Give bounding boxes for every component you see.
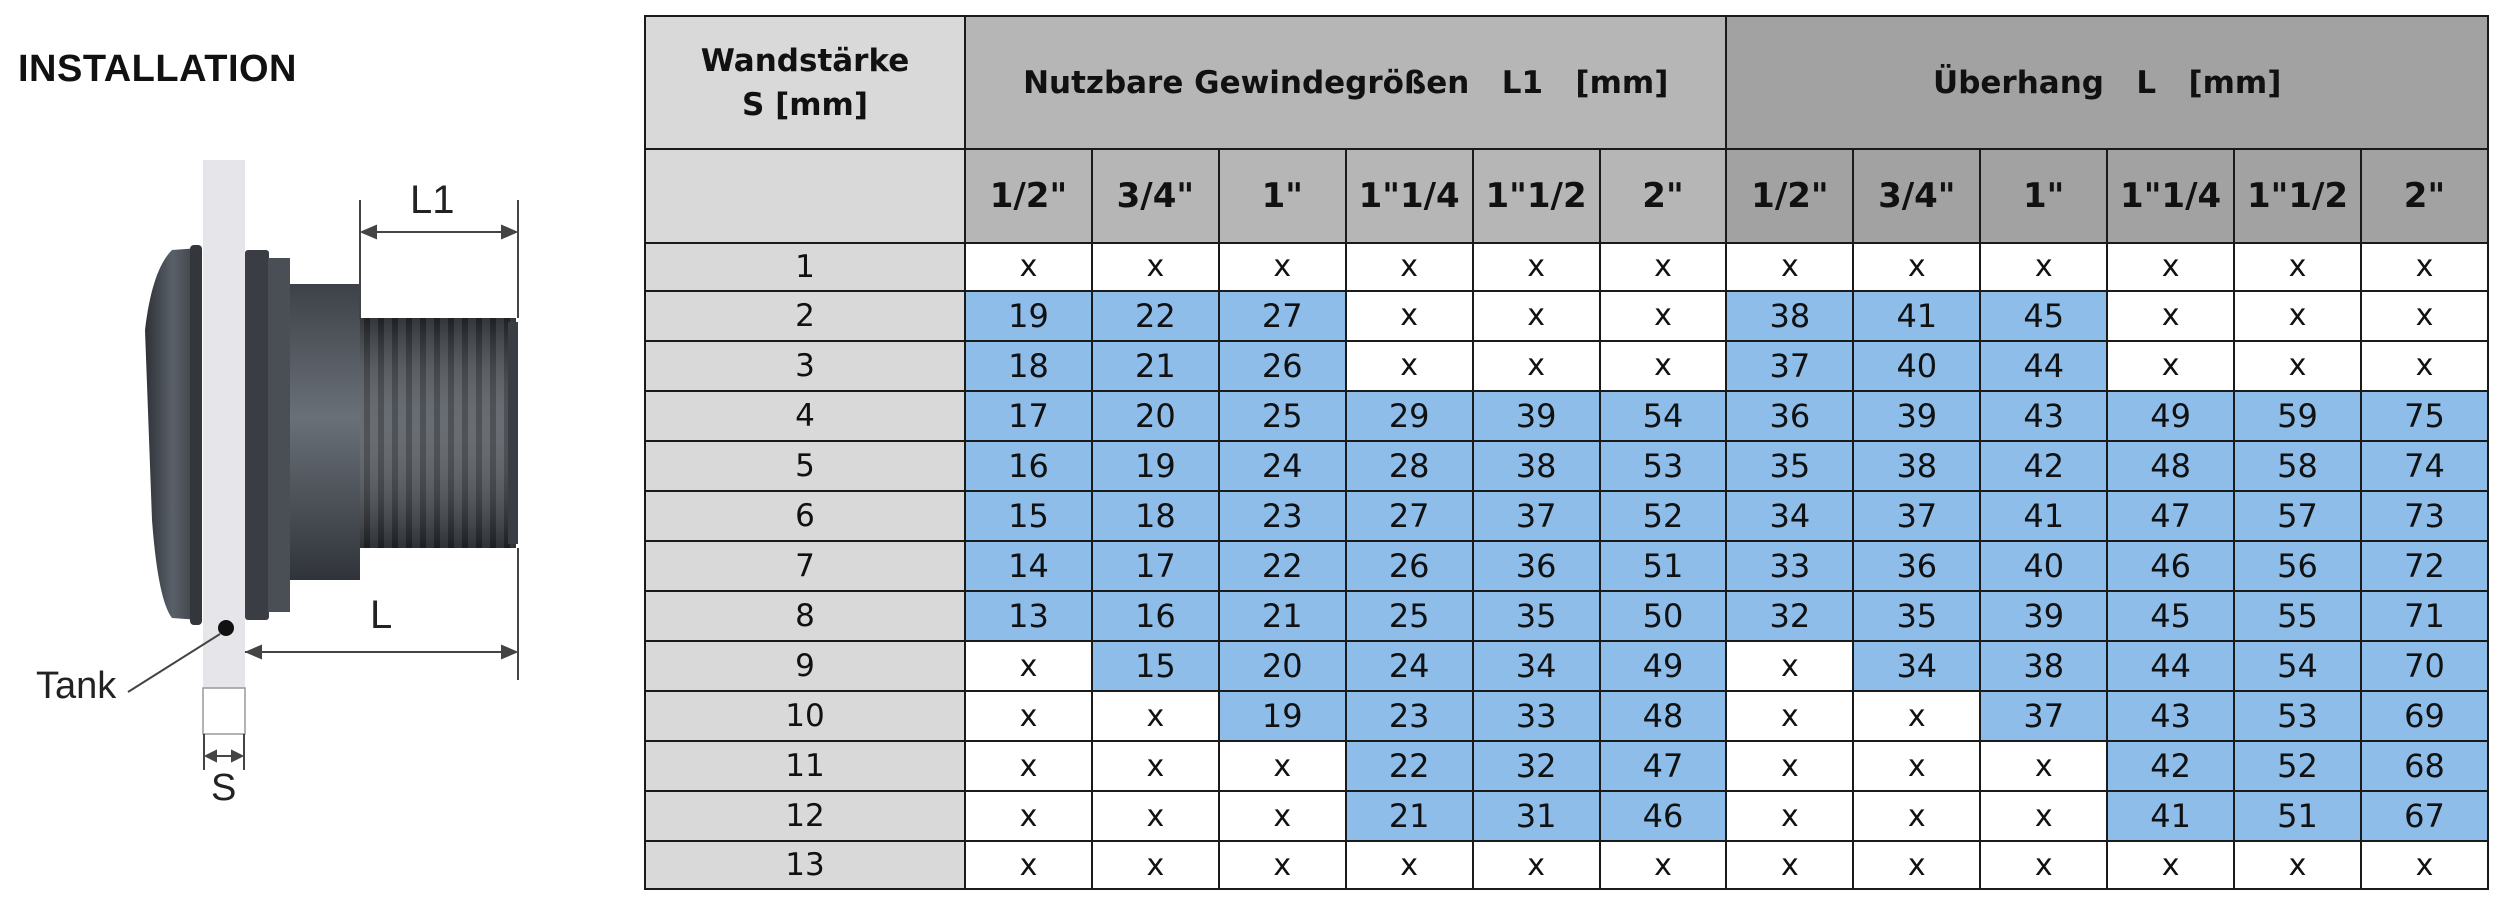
overhang-cell: 72: [2361, 541, 2488, 591]
thread-length-cell: 25: [1219, 391, 1346, 441]
thread-length-cell: x: [1092, 791, 1219, 841]
overhang-cell: 56: [2234, 541, 2361, 591]
overhang-cell: 45: [2107, 591, 2234, 641]
thread-length-cell: 17: [1092, 541, 1219, 591]
table-row: [645, 691, 2488, 741]
thread-length-cell: x: [1600, 243, 1727, 291]
thread-length-cell: 14: [965, 541, 1092, 591]
size-header-l: 1"1/2: [2234, 149, 2361, 243]
thread-length-cell: 15: [1092, 641, 1219, 691]
overhang-cell: x: [2107, 291, 2234, 341]
thread-length-cell: 21: [1219, 591, 1346, 641]
overhang-cell: 42: [1980, 441, 2107, 491]
wall-thickness-cell: 10: [645, 691, 965, 741]
installation-diagram: [0, 0, 640, 901]
overhang-cell: 73: [2361, 491, 2488, 541]
overhang-cell: x: [1726, 691, 1853, 741]
thread-length-cell: 20: [1092, 391, 1219, 441]
overhang-cell: 70: [2361, 641, 2488, 691]
overhang-cell: 71: [2361, 591, 2488, 641]
size-header-l1: 1/2": [965, 149, 1092, 243]
overhang-cell: 55: [2234, 591, 2361, 641]
spec-table: [644, 15, 2489, 890]
thread-length-cell: 17: [965, 391, 1092, 441]
overhang-cell: x: [1853, 841, 1980, 889]
thread-length-cell: 18: [1092, 491, 1219, 541]
fitting-nut: [245, 250, 360, 620]
thread-length-cell: x: [1219, 791, 1346, 841]
dimension-s: [204, 734, 244, 770]
thread-length-cell: 33: [1473, 691, 1600, 741]
thread-length-cell: 28: [1346, 441, 1473, 491]
table-row: [645, 491, 2488, 541]
overhang-cell: x: [1980, 741, 2107, 791]
thread-length-cell: x: [1219, 741, 1346, 791]
thread-length-cell: 16: [965, 441, 1092, 491]
thread-length-cell: 38: [1473, 441, 1600, 491]
overhang-cell: 37: [1853, 491, 1980, 541]
overhang-header: Überhang L [mm]: [1726, 16, 2488, 149]
overhang-cell: x: [1853, 691, 1980, 741]
overhang-cell: x: [2107, 341, 2234, 391]
overhang-cell: 37: [1980, 691, 2107, 741]
thread-length-cell: 52: [1600, 491, 1727, 541]
overhang-cell: 34: [1726, 491, 1853, 541]
wall-thickness-cell: 13: [645, 841, 965, 889]
thread-length-cell: 27: [1219, 291, 1346, 341]
thread-length-cell: x: [1600, 341, 1727, 391]
table-row: [645, 341, 2488, 391]
tank-wall-lower: [203, 688, 245, 734]
tank-callout-dot: [218, 620, 234, 636]
overhang-cell: 41: [2107, 791, 2234, 841]
overhang-cell: 40: [1853, 341, 1980, 391]
thread-length-cell: 24: [1346, 641, 1473, 691]
fitting-front-flange: [145, 245, 202, 625]
label-tank: Tank: [36, 665, 117, 707]
size-header-empty: [645, 149, 965, 243]
thread-length-cell: x: [1346, 341, 1473, 391]
overhang-cell: x: [1726, 243, 1853, 291]
overhang-cell: x: [1726, 641, 1853, 691]
thread-length-cell: 13: [965, 591, 1092, 641]
thread-length-cell: x: [1092, 841, 1219, 889]
overhang-cell: x: [1853, 243, 1980, 291]
overhang-cell: 34: [1853, 641, 1980, 691]
overhang-cell: 49: [2107, 391, 2234, 441]
table-row: [645, 591, 2488, 641]
size-header-l: 1/2": [1726, 149, 1853, 243]
label-l1: L1: [410, 178, 455, 222]
thread-length-cell: 21: [1092, 341, 1219, 391]
table-row: [645, 291, 2488, 341]
overhang-cell: x: [2234, 841, 2361, 889]
label-l: L: [370, 593, 393, 637]
overhang-cell: x: [2234, 243, 2361, 291]
thread-length-cell: 19: [1219, 691, 1346, 741]
table-row: [645, 391, 2488, 441]
thread-length-cell: 36: [1473, 541, 1600, 591]
overhang-cell: 38: [1853, 441, 1980, 491]
wall-thickness-cell: 12: [645, 791, 965, 841]
table-row: [645, 841, 2488, 889]
overhang-cell: 44: [2107, 641, 2234, 691]
thread-length-cell: x: [1092, 691, 1219, 741]
thread-length-cell: 27: [1346, 491, 1473, 541]
overhang-cell: 53: [2234, 691, 2361, 741]
header-row-groups: [645, 16, 2488, 149]
thread-length-cell: 19: [965, 291, 1092, 341]
table-row: [645, 541, 2488, 591]
overhang-cell: x: [2361, 341, 2488, 391]
thread-length-cell: 18: [965, 341, 1092, 391]
overhang-cell: x: [1980, 841, 2107, 889]
overhang-cell: 35: [1726, 441, 1853, 491]
thread-length-cell: 39: [1473, 391, 1600, 441]
thread-length-cell: 26: [1346, 541, 1473, 591]
overhang-cell: 35: [1853, 591, 1980, 641]
overhang-cell: 68: [2361, 741, 2488, 791]
overhang-cell: 38: [1980, 641, 2107, 691]
thread-length-cell: 23: [1219, 491, 1346, 541]
table-row: [645, 741, 2488, 791]
thread-length-cell: 22: [1346, 741, 1473, 791]
overhang-cell: 59: [2234, 391, 2361, 441]
overhang-cell: 48: [2107, 441, 2234, 491]
wall-thickness-cell: 5: [645, 441, 965, 491]
size-header-l1: 1"1/4: [1346, 149, 1473, 243]
table-row: [645, 641, 2488, 691]
overhang-cell: 45: [1980, 291, 2107, 341]
thread-length-cell: x: [1473, 291, 1600, 341]
overhang-cell: 58: [2234, 441, 2361, 491]
thread-length-cell: x: [1600, 291, 1727, 341]
overhang-cell: 40: [1980, 541, 2107, 591]
overhang-cell: 43: [1980, 391, 2107, 441]
overhang-cell: x: [1853, 741, 1980, 791]
wall-thickness-cell: 3: [645, 341, 965, 391]
thread-length-cell: 25: [1346, 591, 1473, 641]
wall-thickness-cell: 2: [645, 291, 965, 341]
thread-length-cell: x: [1219, 841, 1346, 889]
thread-length-cell: x: [1219, 243, 1346, 291]
thread-length-cell: 22: [1092, 291, 1219, 341]
thread-length-cell: x: [1473, 243, 1600, 291]
size-header-l1: 2": [1600, 149, 1727, 243]
overhang-cell: 54: [2234, 641, 2361, 691]
wall-thickness-cell: 11: [645, 741, 965, 791]
thread-length-cell: 23: [1346, 691, 1473, 741]
table-row: [645, 791, 2488, 841]
overhang-cell: x: [2361, 243, 2488, 291]
thread-length-cell: x: [1092, 243, 1219, 291]
thread-length-cell: x: [965, 243, 1092, 291]
thread-length-cell: 47: [1600, 741, 1727, 791]
thread-length-cell: 19: [1092, 441, 1219, 491]
size-header-l1: 1": [1219, 149, 1346, 243]
overhang-cell: x: [2107, 841, 2234, 889]
thread-length-cell: 29: [1346, 391, 1473, 441]
thread-length-cell: 37: [1473, 491, 1600, 541]
overhang-cell: 33: [1726, 541, 1853, 591]
size-header-l1: 1"1/2: [1473, 149, 1600, 243]
thread-length-cell: x: [1346, 291, 1473, 341]
overhang-cell: 51: [2234, 791, 2361, 841]
thread-length-cell: 15: [965, 491, 1092, 541]
wall-thickness-header: Wandstärke S [mm]: [645, 16, 965, 149]
overhang-cell: x: [1726, 841, 1853, 889]
overhang-cell: 38: [1726, 291, 1853, 341]
overhang-cell: 69: [2361, 691, 2488, 741]
table-row: [645, 243, 2488, 291]
overhang-cell: 36: [1726, 391, 1853, 441]
thread-length-cell: 53: [1600, 441, 1727, 491]
thread-length-cell: x: [1473, 841, 1600, 889]
overhang-cell: 41: [1853, 291, 1980, 341]
thread-length-cell: 35: [1473, 591, 1600, 641]
overhang-cell: 47: [2107, 491, 2234, 541]
wall-thickness-cell: 8: [645, 591, 965, 641]
thread-length-cell: 21: [1346, 791, 1473, 841]
overhang-cell: 32: [1726, 591, 1853, 641]
usable-thread-header: Nutzbare Gewindegrößen L1 [mm]: [965, 16, 1726, 149]
thread-length-cell: 26: [1219, 341, 1346, 391]
overhang-cell: 37: [1726, 341, 1853, 391]
thread-length-cell: 50: [1600, 591, 1727, 641]
thread-length-cell: x: [965, 791, 1092, 841]
size-header-l: 1"1/4: [2107, 149, 2234, 243]
thread-length-cell: 16: [1092, 591, 1219, 641]
thread-length-cell: x: [965, 641, 1092, 691]
overhang-cell: 52: [2234, 741, 2361, 791]
overhang-cell: x: [2361, 291, 2488, 341]
thread-length-cell: 32: [1473, 741, 1600, 791]
size-header-l: 1": [1980, 149, 2107, 243]
overhang-cell: x: [2361, 841, 2488, 889]
label-s: S: [211, 767, 237, 809]
overhang-cell: x: [2107, 243, 2234, 291]
overhang-cell: 44: [1980, 341, 2107, 391]
thread-length-cell: 51: [1600, 541, 1727, 591]
thread-length-cell: 46: [1600, 791, 1727, 841]
thread-length-cell: x: [965, 841, 1092, 889]
thread-length-cell: x: [1346, 243, 1473, 291]
thread-length-cell: 31: [1473, 791, 1600, 841]
wall-thickness-cell: 1: [645, 243, 965, 291]
thread-length-cell: x: [1473, 341, 1600, 391]
spec-table-body: [645, 243, 2488, 889]
wall-thickness-cell: 9: [645, 641, 965, 691]
overhang-cell: 74: [2361, 441, 2488, 491]
overhang-cell: 67: [2361, 791, 2488, 841]
overhang-cell: 75: [2361, 391, 2488, 441]
wall-thickness-cell: 7: [645, 541, 965, 591]
overhang-cell: x: [1726, 791, 1853, 841]
thread-length-cell: 20: [1219, 641, 1346, 691]
thread-length-cell: 49: [1600, 641, 1727, 691]
overhang-cell: 41: [1980, 491, 2107, 541]
table-row: [645, 441, 2488, 491]
thread-length-cell: 24: [1219, 441, 1346, 491]
wall-thickness-cell: 6: [645, 491, 965, 541]
overhang-cell: 57: [2234, 491, 2361, 541]
overhang-cell: x: [1853, 791, 1980, 841]
thread-length-cell: 54: [1600, 391, 1727, 441]
overhang-cell: 46: [2107, 541, 2234, 591]
overhang-cell: 39: [1980, 591, 2107, 641]
wall-thickness-cell: 4: [645, 391, 965, 441]
thread-length-cell: 22: [1219, 541, 1346, 591]
thread-length-cell: x: [1092, 741, 1219, 791]
overhang-cell: x: [2234, 291, 2361, 341]
thread-length-cell: x: [1346, 841, 1473, 889]
fitting-thread: [360, 318, 518, 548]
thread-length-cell: x: [1600, 841, 1727, 889]
thread-length-cell: 48: [1600, 691, 1727, 741]
section-title: INSTALLATION: [18, 48, 297, 90]
overhang-cell: x: [1980, 791, 2107, 841]
overhang-cell: x: [1980, 243, 2107, 291]
overhang-cell: 42: [2107, 741, 2234, 791]
overhang-cell: 43: [2107, 691, 2234, 741]
header-row-sizes: [645, 149, 2488, 243]
overhang-cell: x: [1726, 741, 1853, 791]
size-header-l: 2": [2361, 149, 2488, 243]
thread-length-cell: x: [965, 741, 1092, 791]
thread-length-cell: x: [965, 691, 1092, 741]
size-header-l: 3/4": [1853, 149, 1980, 243]
overhang-cell: x: [2234, 341, 2361, 391]
overhang-cell: 36: [1853, 541, 1980, 591]
overhang-cell: 39: [1853, 391, 1980, 441]
size-header-l1: 3/4": [1092, 149, 1219, 243]
tank-wall: [203, 160, 245, 688]
thread-length-cell: 34: [1473, 641, 1600, 691]
